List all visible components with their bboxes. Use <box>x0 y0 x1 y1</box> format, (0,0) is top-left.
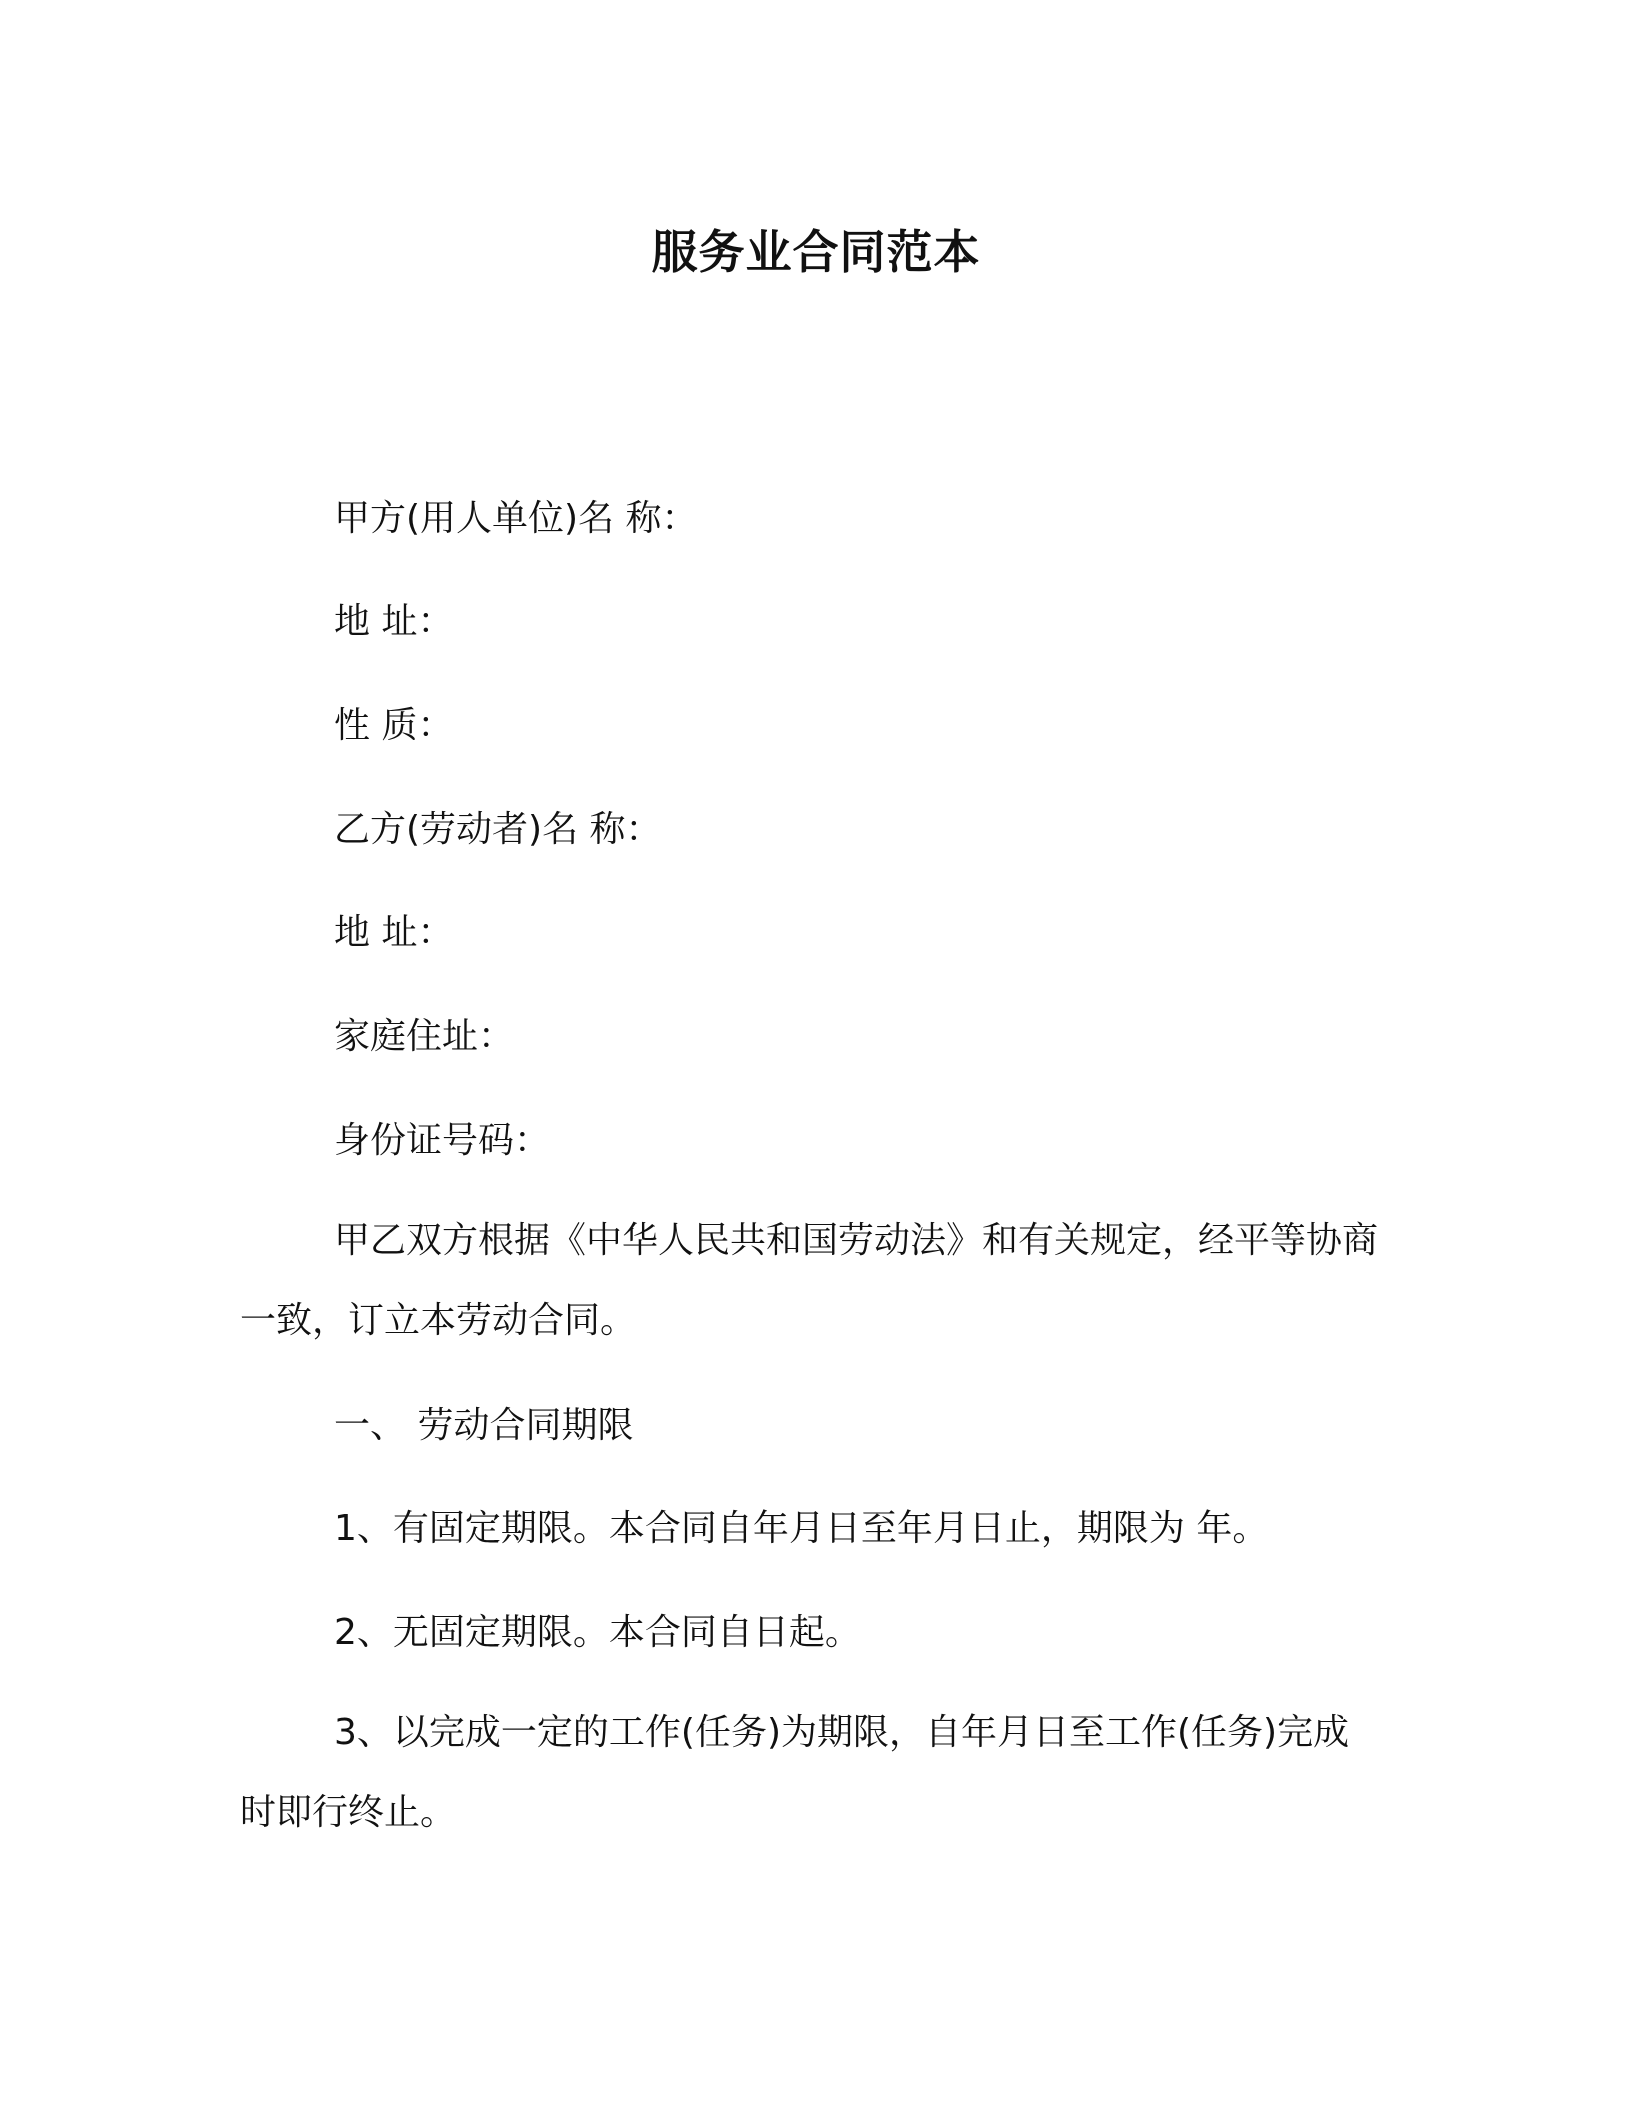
document-title: 服务业合同范本 <box>651 225 981 279</box>
party-a-address-field: 地 址： <box>334 601 454 642</box>
party-b-address-field: 地 址： <box>334 912 454 953</box>
party-b-name-field: 乙方(劳动者)名 称： <box>334 809 662 850</box>
home-address-field: 家庭住址： <box>334 1016 515 1057</box>
term-item-fixed: 1、有固定期限。本合同自年月日至年月日止，期限为 年。 <box>334 1508 1269 1549</box>
intro-paragraph: 甲乙双方根据《中华人民共和国劳动法》和有关规定，经平等协商一致，订立本劳动合同。 <box>240 1220 1379 1341</box>
term-item-task-based: 3、以完成一定的工作(任务)为期限，自年月日至工作(任务)完成时即行终止。 <box>240 1712 1350 1833</box>
party-a-nature-field: 性 质： <box>334 705 454 746</box>
section-heading-contract-term: 一、 劳动合同期限 <box>334 1405 634 1446</box>
id-number-field: 身份证号码： <box>334 1120 551 1161</box>
party-a-name-field: 甲方(用人单位)名 称： <box>334 498 698 539</box>
term-item-unfixed: 2、无固定期限。本合同自日起。 <box>334 1612 861 1653</box>
